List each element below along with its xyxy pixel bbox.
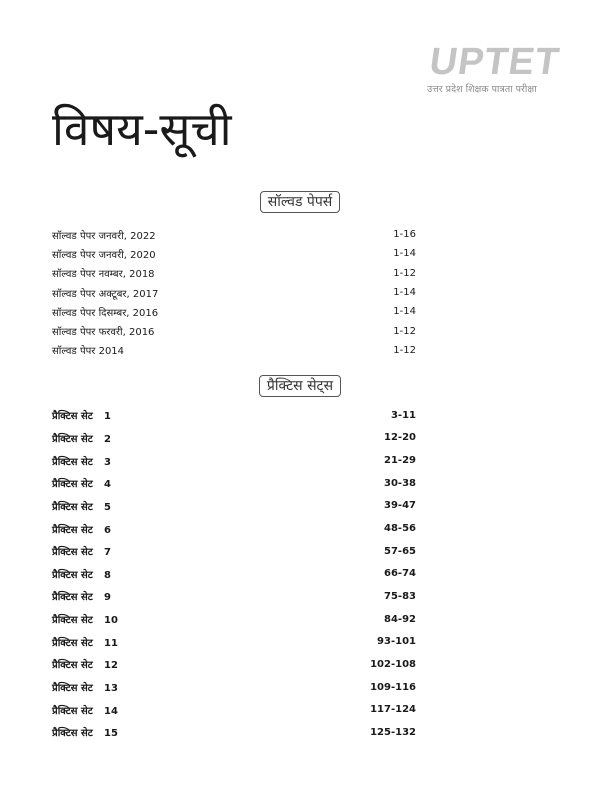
entry-pages: 84-92: [384, 613, 416, 625]
toc-entry: [52, 264, 416, 283]
entry-title: [52, 725, 118, 739]
toc-entry: [52, 472, 416, 495]
entry-label: प्रैक्टिस सेट: [52, 411, 93, 423]
entry-number: 4: [104, 479, 111, 491]
entry-pages: 102-108: [370, 658, 416, 670]
entry-pages: 1-14: [393, 248, 416, 260]
entry-label: प्रैक्टिस सेट: [52, 683, 93, 694]
entry-number: 9: [104, 592, 111, 604]
entry-pages: 125-132: [370, 726, 416, 738]
entry-title: [52, 635, 118, 649]
entry-pages: 1-12: [393, 325, 416, 337]
entry-label: प्रैक्टिस सेट: [52, 615, 93, 627]
entry-label: सॉल्वड पेपर अक्टूबर, 2017: [52, 288, 159, 300]
toc-entry: [52, 225, 416, 244]
toc-entry: [52, 341, 416, 360]
entry-title: [52, 589, 111, 603]
entry-pages: 1-12: [393, 344, 416, 356]
entry-label: प्रैक्टिस सेट: [52, 524, 93, 536]
solved-papers-list: [52, 225, 416, 360]
toc-entry: [52, 698, 416, 721]
entry-title: [52, 612, 118, 626]
entry-title: [52, 657, 118, 671]
toc-entry: [52, 630, 416, 653]
entry-number: 8: [104, 569, 111, 581]
practice-sets-heading-label: प्रैक्टिस सेट्स: [259, 375, 341, 397]
entry-pages: 30-38: [384, 477, 416, 489]
toc-entry: [52, 244, 416, 263]
toc-entry: [52, 283, 416, 302]
toc-entry: [52, 585, 416, 608]
entry-label: सॉल्वड पेपर 2014: [52, 346, 125, 358]
toc-entry: [52, 302, 416, 321]
practice-sets-list: [52, 404, 416, 744]
entry-title: [52, 567, 111, 581]
entry-title: [52, 454, 111, 468]
toc-entry: [52, 321, 416, 340]
entry-number: 6: [104, 524, 111, 536]
entry-title: [52, 499, 111, 513]
toc-entry: [52, 449, 416, 472]
entry-label: सॉल्वड पेपर जनवरी, 2020: [52, 249, 156, 261]
entry-pages: 1-14: [393, 287, 416, 299]
entry-title: [52, 476, 111, 490]
entry-pages: 39-47: [384, 500, 416, 512]
entry-label: सॉल्वड पेपर नवम्बर, 2018: [52, 269, 155, 281]
entry-pages: 75-83: [384, 590, 416, 602]
entry-title: [52, 703, 118, 717]
entry-number: 10: [104, 615, 118, 627]
entry-pages: 93-101: [377, 636, 416, 648]
entry-number: 12: [104, 660, 118, 672]
entry-label: प्रैक्टिस सेट: [52, 569, 93, 581]
toc-entry: [52, 676, 416, 699]
entry-number: 1: [104, 411, 111, 423]
entry-label: प्रैक्टिस सेट: [52, 637, 93, 649]
entry-number: 3: [104, 456, 111, 468]
entry-label: प्रैक्टिस सेट: [52, 479, 93, 491]
toc-entry: [52, 517, 416, 540]
entry-label: सॉल्वड पेपर फरवरी, 2016: [52, 327, 155, 339]
entry-number: 15: [104, 728, 118, 740]
toc-entry: [52, 495, 416, 518]
uptet-logo: [427, 42, 569, 95]
entry-number: 14: [104, 705, 118, 717]
entry-title: [52, 431, 111, 445]
toc-entry: [52, 608, 416, 631]
entry-label: प्रैक्टिस सेट: [52, 547, 93, 559]
entry-label: प्रैक्टिस सेट: [52, 456, 93, 468]
entry-title: [52, 522, 111, 536]
toc-entry: [52, 540, 416, 563]
toc-entry: [52, 427, 416, 450]
entry-pages: 3-11: [390, 409, 416, 421]
entry-pages: 117-124: [370, 704, 416, 716]
entry-number: 11: [104, 637, 118, 649]
entry-label: सॉल्वड पेपर दिसम्बर, 2016: [52, 307, 159, 319]
entry-pages: 1-14: [393, 306, 416, 318]
entry-pages: 57-65: [384, 545, 416, 557]
entry-pages: 66-74: [384, 568, 416, 580]
entry-pages: 1-16: [393, 229, 416, 241]
entry-label: सॉल्वड पेपर जनवरी, 2022: [52, 230, 156, 242]
entry-title: [52, 408, 111, 422]
entry-pages: 48-56: [384, 523, 416, 535]
entry-pages: 21-29: [384, 455, 416, 467]
page-title: विषय-सूची: [52, 102, 232, 156]
toc-entry: [52, 721, 416, 744]
entry-label: प्रैक्टिस सेट: [52, 592, 93, 604]
entry-label: प्रैक्टिस सेट: [52, 728, 93, 740]
entry-pages: 109-116: [370, 681, 416, 693]
solved-papers-heading-label: सॉल्वड पेपर्स: [260, 191, 341, 213]
toc-entry: [52, 653, 416, 676]
entry-label: प्रैक्टिस सेट: [52, 705, 93, 717]
entry-label: प्रैक्टिस सेट: [52, 433, 93, 445]
toc-entry: [52, 562, 416, 585]
entry-pages: 12-20: [384, 432, 416, 444]
entry-number: 13: [104, 683, 118, 694]
entry-number: 7: [104, 547, 111, 559]
entry-label: प्रैक्टिस सेट: [52, 501, 93, 513]
logo-subtitle: उत्तर प्रदेश शिक्षक पात्रता परीक्षा: [427, 84, 537, 95]
toc-entry: [52, 404, 416, 427]
entry-title: [52, 544, 111, 558]
entry-title: [52, 680, 118, 694]
logo-wordmark: UPTET: [426, 41, 563, 83]
entry-pages: 1-12: [393, 267, 416, 279]
solved-papers-heading: [0, 191, 600, 213]
entry-number: 2: [104, 433, 111, 445]
entry-label: प्रैक्टिस सेट: [52, 660, 93, 672]
practice-sets-heading: [0, 375, 600, 397]
entry-number: 5: [104, 501, 111, 513]
